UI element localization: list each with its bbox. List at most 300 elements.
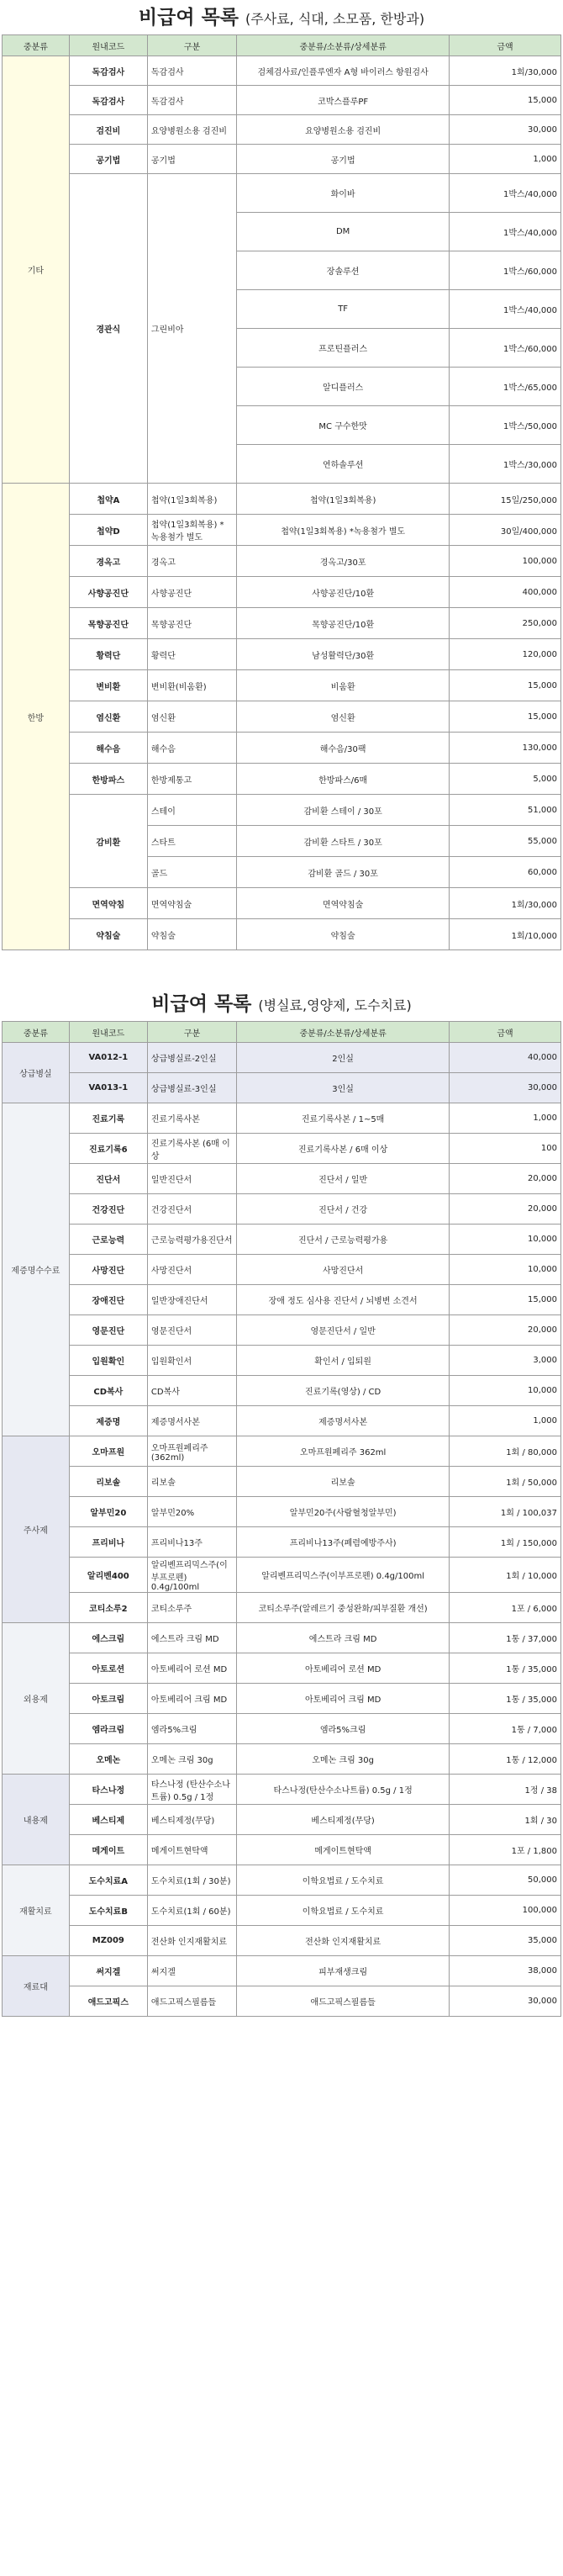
column-header: 금액 xyxy=(449,1022,560,1043)
amount-cell: 5,000 xyxy=(449,764,560,795)
type-cell: 일반장애진단서 xyxy=(147,1285,236,1315)
detail-cell: 이학요법료 / 도수치료 xyxy=(237,1865,450,1896)
code-cell: 염신환 xyxy=(69,701,147,733)
amount-cell: 1박스/40,000 xyxy=(449,290,560,329)
amount-cell: 1통 / 7,000 xyxy=(449,1714,560,1744)
column-header: 원내코드 xyxy=(69,35,147,56)
detail-cell: DM xyxy=(237,213,450,251)
type-cell: 알부민20% xyxy=(147,1497,236,1527)
amount-cell: 1박스/60,000 xyxy=(449,251,560,290)
type-cell: 타스나정 (탄산수소나트륨) 0.5g / 1정 xyxy=(147,1775,236,1805)
code-cell: 알부민20 xyxy=(69,1497,147,1527)
table-row xyxy=(3,1684,561,1714)
code-cell: 목향공진단 xyxy=(69,608,147,639)
code-cell: 엠라크림 xyxy=(69,1714,147,1744)
code-cell: VA012-1 xyxy=(69,1043,147,1073)
code-cell: 첩약D xyxy=(69,515,147,546)
detail-cell: 면역약침술 xyxy=(237,888,450,919)
type-cell: 알리벤프리믹스주(이부프로펜) 0.4g/100ml xyxy=(147,1558,236,1593)
type-cell: 공기법 xyxy=(147,145,236,174)
detail-cell: 검체검사료/인플루엔자 A형 바이러스 항원검사 xyxy=(237,56,450,86)
table-row xyxy=(3,1558,561,1593)
type-cell: 스타트 xyxy=(147,826,236,857)
table-row xyxy=(3,1103,561,1134)
amount-cell: 20,000 xyxy=(449,1164,560,1194)
type-cell: 리보솔 xyxy=(147,1467,236,1497)
category-cell: 재료대 xyxy=(3,1956,70,2017)
amount-cell: 51,000 xyxy=(449,795,560,826)
column-header: 중분류 xyxy=(3,1022,70,1043)
table-row xyxy=(3,1956,561,1986)
code-cell: 아토로션 xyxy=(69,1653,147,1684)
amount-cell: 38,000 xyxy=(449,1956,560,1986)
amount-cell: 1박스/65,000 xyxy=(449,368,560,406)
column-header: 중분류 xyxy=(3,35,70,56)
category-group xyxy=(3,1865,561,1956)
column-header: 중분류/소분류/상세분류 xyxy=(237,1022,450,1043)
code-cell: 아토크림 xyxy=(69,1684,147,1714)
code-cell: 영문진단 xyxy=(69,1315,147,1346)
table-row xyxy=(3,1896,561,1926)
detail-cell: TF xyxy=(237,290,450,329)
amount-cell: 250,000 xyxy=(449,608,560,639)
amount-cell: 1회 / 100,037 xyxy=(449,1497,560,1527)
table-row xyxy=(3,919,561,950)
table-row xyxy=(3,733,561,764)
amount-cell: 15,000 xyxy=(449,86,560,115)
code-cell: 리보솔 xyxy=(69,1467,147,1497)
table-row xyxy=(3,1865,561,1896)
section2-table-wrap xyxy=(0,1021,563,2017)
category-cell: 제증명수수료 xyxy=(3,1103,70,1436)
type-cell: 프리비나13주 xyxy=(147,1527,236,1558)
header-row xyxy=(3,35,561,56)
detail-cell: 공기법 xyxy=(237,145,450,174)
detail-cell: 감비환 스테이 / 30포 xyxy=(237,795,450,826)
amount-cell: 30,000 xyxy=(449,1986,560,2017)
code-cell: 감비환 xyxy=(69,795,147,888)
table-row xyxy=(3,608,561,639)
amount-cell: 15,000 xyxy=(449,670,560,701)
table-row xyxy=(3,1527,561,1558)
code-cell: 진단서 xyxy=(69,1164,147,1194)
code-cell: 진료기록 xyxy=(69,1103,147,1134)
code-cell: 오마프원 xyxy=(69,1436,147,1467)
detail-cell: 전산화 인지재활치료 xyxy=(237,1926,450,1956)
amount-cell: 1회/10,000 xyxy=(449,919,560,950)
table-row xyxy=(3,1134,561,1164)
category-cell: 재활치료 xyxy=(3,1865,70,1956)
detail-cell: 제증명서사본 xyxy=(237,1406,450,1436)
category-cell: 외용제 xyxy=(3,1623,70,1775)
code-cell: 면역약침 xyxy=(69,888,147,919)
detail-cell: 애드고픽스필름들 xyxy=(237,1986,450,2017)
type-cell: 사향공진단 xyxy=(147,577,236,608)
detail-cell: 연하솔루션 xyxy=(237,445,450,484)
code-cell: 한방파스 xyxy=(69,764,147,795)
detail-cell: 진료기록사본 / 6매 이상 xyxy=(237,1134,450,1164)
type-cell: 한방제통고 xyxy=(147,764,236,795)
detail-cell: 알부민20주(사람혈청알부민) xyxy=(237,1497,450,1527)
amount-cell: 1회 / 80,000 xyxy=(449,1436,560,1467)
type-cell: 오메논 크림 30g xyxy=(147,1744,236,1775)
amount-cell: 35,000 xyxy=(449,1926,560,1956)
table-row xyxy=(3,1285,561,1315)
type-cell: 경옥고 xyxy=(147,546,236,577)
section1-table xyxy=(2,34,561,950)
amount-cell: 100,000 xyxy=(449,546,560,577)
amount-cell: 15,000 xyxy=(449,1285,560,1315)
detail-cell: 장솔루션 xyxy=(237,251,450,290)
table-row xyxy=(3,1744,561,1775)
table-row xyxy=(3,670,561,701)
table-row xyxy=(3,1805,561,1835)
detail-cell: 남성활력단/30환 xyxy=(237,639,450,670)
type-cell: 엠라5%크림 xyxy=(147,1714,236,1744)
detail-cell: 영문진단서 / 일반 xyxy=(237,1315,450,1346)
detail-cell: 첩약(1일3회복용) *녹용첨가 별도 xyxy=(237,515,450,546)
code-cell: 메게이트 xyxy=(69,1835,147,1865)
amount-cell: 10,000 xyxy=(449,1255,560,1285)
amount-cell: 30,000 xyxy=(449,1073,560,1103)
type-cell: 아토베리어 로션 MD xyxy=(147,1653,236,1684)
table-row xyxy=(3,1775,561,1805)
category-group xyxy=(3,56,561,484)
table-row xyxy=(3,1194,561,1225)
amount-cell: 15,000 xyxy=(449,701,560,733)
code-cell: CD복사 xyxy=(69,1376,147,1406)
type-cell: 첩약(1일3회복용) xyxy=(147,484,236,515)
amount-cell: 1통 / 37,000 xyxy=(449,1623,560,1653)
category-group xyxy=(3,1043,561,1103)
type-cell: 골드 xyxy=(147,857,236,888)
section1-title-text: 비급여 목록 xyxy=(138,7,239,29)
detail-cell: 베스티제정(무당) xyxy=(237,1805,450,1835)
code-cell: 도수치료B xyxy=(69,1896,147,1926)
type-cell: 오마프원페리주 (362ml) xyxy=(147,1436,236,1467)
amount-cell: 15일/250,000 xyxy=(449,484,560,515)
column-header: 중분류/소분류/상세분류 xyxy=(237,35,450,56)
amount-cell: 1박스/40,000 xyxy=(449,213,560,251)
amount-cell: 30일/400,000 xyxy=(449,515,560,546)
amount-cell: 100 xyxy=(449,1134,560,1164)
category-group xyxy=(3,1623,561,1775)
detail-cell: 알리벤프리믹스주(이부프로펜) 0.4g/100ml xyxy=(237,1558,450,1593)
table-row xyxy=(3,1406,561,1436)
amount-cell: 1,000 xyxy=(449,145,560,174)
table-row xyxy=(3,795,561,826)
code-cell: 베스티제 xyxy=(69,1805,147,1835)
table-row xyxy=(3,515,561,546)
amount-cell: 100,000 xyxy=(449,1896,560,1926)
amount-cell: 10,000 xyxy=(449,1225,560,1255)
type-cell: 목향공진단 xyxy=(147,608,236,639)
type-cell: 그린비아 xyxy=(147,174,236,484)
detail-cell: 진료기록사본 / 1~5매 xyxy=(237,1103,450,1134)
detail-cell: 코박스플루PF xyxy=(237,86,450,115)
type-cell: 진료기록사본 xyxy=(147,1103,236,1134)
type-cell: 영문진단서 xyxy=(147,1315,236,1346)
detail-cell: 에스트라 크림 MD xyxy=(237,1623,450,1653)
table-row xyxy=(3,1376,561,1406)
detail-cell: 요양병원소용 검진비 xyxy=(237,115,450,145)
detail-cell: 엠라5%크림 xyxy=(237,1714,450,1744)
table-row xyxy=(3,1714,561,1744)
section2-title-text: 비급여 목록 xyxy=(151,993,252,1015)
detail-cell: 프리비나13주(폐렴예방주사) xyxy=(237,1527,450,1558)
code-cell: 근로능력 xyxy=(69,1225,147,1255)
type-cell: 면역약침술 xyxy=(147,888,236,919)
detail-cell: 메게이트현탁액 xyxy=(237,1835,450,1865)
column-header: 구분 xyxy=(147,35,236,56)
detail-cell: 피부재생크림 xyxy=(237,1956,450,1986)
code-cell: 공기법 xyxy=(69,145,147,174)
amount-cell: 30,000 xyxy=(449,115,560,145)
detail-cell: 진료기록(영상) / CD xyxy=(237,1376,450,1406)
detail-cell: 오마프원페리주 362ml xyxy=(237,1436,450,1467)
amount-cell: 1통 / 12,000 xyxy=(449,1744,560,1775)
detail-cell: 사향공진단/10환 xyxy=(237,577,450,608)
code-cell: 경옥고 xyxy=(69,546,147,577)
type-cell: 상급병실료-3인실 xyxy=(147,1073,236,1103)
code-cell: 독감검사 xyxy=(69,86,147,115)
type-cell: CD복사 xyxy=(147,1376,236,1406)
amount-cell: 1박스/30,000 xyxy=(449,445,560,484)
category-group xyxy=(3,1956,561,2017)
amount-cell: 1정 / 38 xyxy=(449,1775,560,1805)
type-cell: 진료기록사본 (6매 이상 xyxy=(147,1134,236,1164)
type-cell: 제증명서사본 xyxy=(147,1406,236,1436)
code-cell: 장애진단 xyxy=(69,1285,147,1315)
amount-cell: 1통 / 35,000 xyxy=(449,1684,560,1714)
type-cell: 스테이 xyxy=(147,795,236,826)
section2-table xyxy=(2,1021,561,2017)
amount-cell: 55,000 xyxy=(449,826,560,857)
table-row xyxy=(3,484,561,515)
amount-cell: 1포 / 1,800 xyxy=(449,1835,560,1865)
amount-cell: 40,000 xyxy=(449,1043,560,1073)
code-cell: 검진비 xyxy=(69,115,147,145)
table-row xyxy=(3,764,561,795)
category-cell: 기타 xyxy=(3,56,70,484)
section1-subtitle: (주사료, 식대, 소모품, 한방과) xyxy=(245,11,425,27)
code-cell: 약침술 xyxy=(69,919,147,950)
detail-cell: 비움환 xyxy=(237,670,450,701)
code-cell: 입원확인 xyxy=(69,1346,147,1376)
amount-cell: 1박스/50,000 xyxy=(449,406,560,445)
amount-cell: 60,000 xyxy=(449,857,560,888)
detail-cell: 이학요법료 / 도수치료 xyxy=(237,1896,450,1926)
amount-cell: 50,000 xyxy=(449,1865,560,1896)
amount-cell: 1회 / 10,000 xyxy=(449,1558,560,1593)
type-cell: 해수음 xyxy=(147,733,236,764)
amount-cell: 1통 / 35,000 xyxy=(449,1653,560,1684)
code-cell: 사향공진단 xyxy=(69,577,147,608)
type-cell: 전산화 인지재활치료 xyxy=(147,1926,236,1956)
detail-cell: 해수음/30팩 xyxy=(237,733,450,764)
table-row xyxy=(3,1986,561,2017)
detail-cell: 타스나정(탄산수소나트륨) 0.5g / 1정 xyxy=(237,1775,450,1805)
type-cell: 에스트라 크림 MD xyxy=(147,1623,236,1653)
category-group xyxy=(3,1103,561,1436)
code-cell: 해수음 xyxy=(69,733,147,764)
table-row xyxy=(3,1436,561,1467)
detail-cell: 감비환 스타트 / 30포 xyxy=(237,826,450,857)
detail-cell: 코티소루주(알레르기 중성완화/피부질환 개선) xyxy=(237,1593,450,1623)
code-cell: 타스나정 xyxy=(69,1775,147,1805)
type-cell: 염신환 xyxy=(147,701,236,733)
amount-cell: 20,000 xyxy=(449,1194,560,1225)
detail-cell: 리보솔 xyxy=(237,1467,450,1497)
code-cell: 변비환 xyxy=(69,670,147,701)
code-cell: 경관식 xyxy=(69,174,147,484)
amount-cell: 10,000 xyxy=(449,1376,560,1406)
detail-cell: 아토베리어 크림 MD xyxy=(237,1684,450,1714)
amount-cell: 1박스/40,000 xyxy=(449,174,560,213)
code-cell: 애드고픽스 xyxy=(69,1986,147,2017)
detail-cell: 감비환 골드 / 30포 xyxy=(237,857,450,888)
section1-title xyxy=(0,0,563,34)
table-row xyxy=(3,1497,561,1527)
detail-cell: 약침술 xyxy=(237,919,450,950)
code-cell: 코티소루2 xyxy=(69,1593,147,1623)
table-row xyxy=(3,1835,561,1865)
category-group xyxy=(3,484,561,950)
table-row xyxy=(3,1043,561,1073)
code-cell: 에스크림 xyxy=(69,1623,147,1653)
table-row xyxy=(3,1225,561,1255)
amount-cell: 1회/30,000 xyxy=(449,888,560,919)
table-row xyxy=(3,1623,561,1653)
type-cell: 입원확인서 xyxy=(147,1346,236,1376)
type-cell: 메게이트현탁액 xyxy=(147,1835,236,1865)
amount-cell: 1회 / 30 xyxy=(449,1805,560,1835)
category-group xyxy=(3,1436,561,1623)
amount-cell: 1,000 xyxy=(449,1406,560,1436)
code-cell: 알리벤400 xyxy=(69,1558,147,1593)
code-cell: 프리비나 xyxy=(69,1527,147,1558)
amount-cell: 400,000 xyxy=(449,577,560,608)
type-cell: 근로능력평가용진단서 xyxy=(147,1225,236,1255)
type-cell: 독감검사 xyxy=(147,86,236,115)
table-row xyxy=(3,1315,561,1346)
code-cell: 진료기록6 xyxy=(69,1134,147,1164)
section-gap xyxy=(0,950,563,986)
category-cell: 상급병실 xyxy=(3,1043,70,1103)
detail-cell: 목향공진단/10환 xyxy=(237,608,450,639)
table-row xyxy=(3,1653,561,1684)
table-row xyxy=(3,1164,561,1194)
category-cell: 주사제 xyxy=(3,1436,70,1623)
type-cell: 상급병실료-2인실 xyxy=(147,1043,236,1073)
table-row xyxy=(3,1073,561,1103)
amount-cell: 1,000 xyxy=(449,1103,560,1134)
detail-cell: 화이바 xyxy=(237,174,450,213)
code-cell: MZ009 xyxy=(69,1926,147,1956)
table-row xyxy=(3,174,561,213)
detail-cell: 진단서 / 건강 xyxy=(237,1194,450,1225)
type-cell: 황력단 xyxy=(147,639,236,670)
type-cell: 써지겔 xyxy=(147,1956,236,1986)
section2-subtitle: (병실료,영양제, 도수치료) xyxy=(258,997,412,1013)
amount-cell: 1박스/60,000 xyxy=(449,329,560,368)
detail-cell: 한방파스/6매 xyxy=(237,764,450,795)
detail-cell: 염신환 xyxy=(237,701,450,733)
table-row xyxy=(3,1255,561,1285)
column-header: 구분 xyxy=(147,1022,236,1043)
code-cell: 오메논 xyxy=(69,1744,147,1775)
detail-cell: MC 구수한맛 xyxy=(237,406,450,445)
code-cell: 써지겔 xyxy=(69,1956,147,1986)
section2-title xyxy=(0,986,563,1021)
category-group xyxy=(3,1775,561,1865)
type-cell: 일반진단서 xyxy=(147,1164,236,1194)
type-cell: 첩약(1일3회복용) * 녹용첨가 별도 xyxy=(147,515,236,546)
code-cell: 사망진단 xyxy=(69,1255,147,1285)
detail-cell: 경옥고/30포 xyxy=(237,546,450,577)
amount-cell: 3,000 xyxy=(449,1346,560,1376)
column-header: 원내코드 xyxy=(69,1022,147,1043)
header-row xyxy=(3,1022,561,1043)
type-cell: 요양병원소용 검진비 xyxy=(147,115,236,145)
amount-cell: 120,000 xyxy=(449,639,560,670)
category-cell: 한방 xyxy=(3,484,70,950)
detail-cell: 2인실 xyxy=(237,1043,450,1073)
amount-cell: 130,000 xyxy=(449,733,560,764)
detail-cell: 장애 정도 심사용 진단서 / 뇌병변 소견서 xyxy=(237,1285,450,1315)
table-row xyxy=(3,1467,561,1497)
detail-cell: 알디플러스 xyxy=(237,368,450,406)
type-cell: 도수치료(1회 / 30분) xyxy=(147,1865,236,1896)
code-cell: 첩약A xyxy=(69,484,147,515)
type-cell: 독감검사 xyxy=(147,56,236,86)
table-row xyxy=(3,546,561,577)
detail-cell: 오메논 크림 30g xyxy=(237,1744,450,1775)
detail-cell: 진단서 / 일반 xyxy=(237,1164,450,1194)
table-row xyxy=(3,639,561,670)
type-cell: 베스티제정(무당) xyxy=(147,1805,236,1835)
code-cell: 독감검사 xyxy=(69,56,147,86)
amount-cell: 1회 / 50,000 xyxy=(449,1467,560,1497)
code-cell: 제증명 xyxy=(69,1406,147,1436)
type-cell: 건강진단서 xyxy=(147,1194,236,1225)
detail-cell: 확인서 / 입퇴원 xyxy=(237,1346,450,1376)
table-row xyxy=(3,1593,561,1623)
code-cell: 황력단 xyxy=(69,639,147,670)
type-cell: 약침술 xyxy=(147,919,236,950)
table-row xyxy=(3,1346,561,1376)
code-cell: VA013-1 xyxy=(69,1073,147,1103)
code-cell: 도수치료A xyxy=(69,1865,147,1896)
amount-cell: 20,000 xyxy=(449,1315,560,1346)
table-row xyxy=(3,888,561,919)
table-row xyxy=(3,56,561,86)
detail-cell: 프로틴플러스 xyxy=(237,329,450,368)
type-cell: 코티소루주 xyxy=(147,1593,236,1623)
table-row xyxy=(3,1926,561,1956)
table-row xyxy=(3,115,561,145)
detail-cell: 첩약(1일3회복용) xyxy=(237,484,450,515)
table-row xyxy=(3,86,561,115)
type-cell: 애드고픽스필름들 xyxy=(147,1986,236,2017)
column-header: 금액 xyxy=(449,35,560,56)
type-cell: 사망진단서 xyxy=(147,1255,236,1285)
detail-cell: 사망진단서 xyxy=(237,1255,450,1285)
code-cell: 건강진단 xyxy=(69,1194,147,1225)
table-row xyxy=(3,577,561,608)
category-cell: 내용제 xyxy=(3,1775,70,1865)
type-cell: 도수치료(1회 / 60분) xyxy=(147,1896,236,1926)
